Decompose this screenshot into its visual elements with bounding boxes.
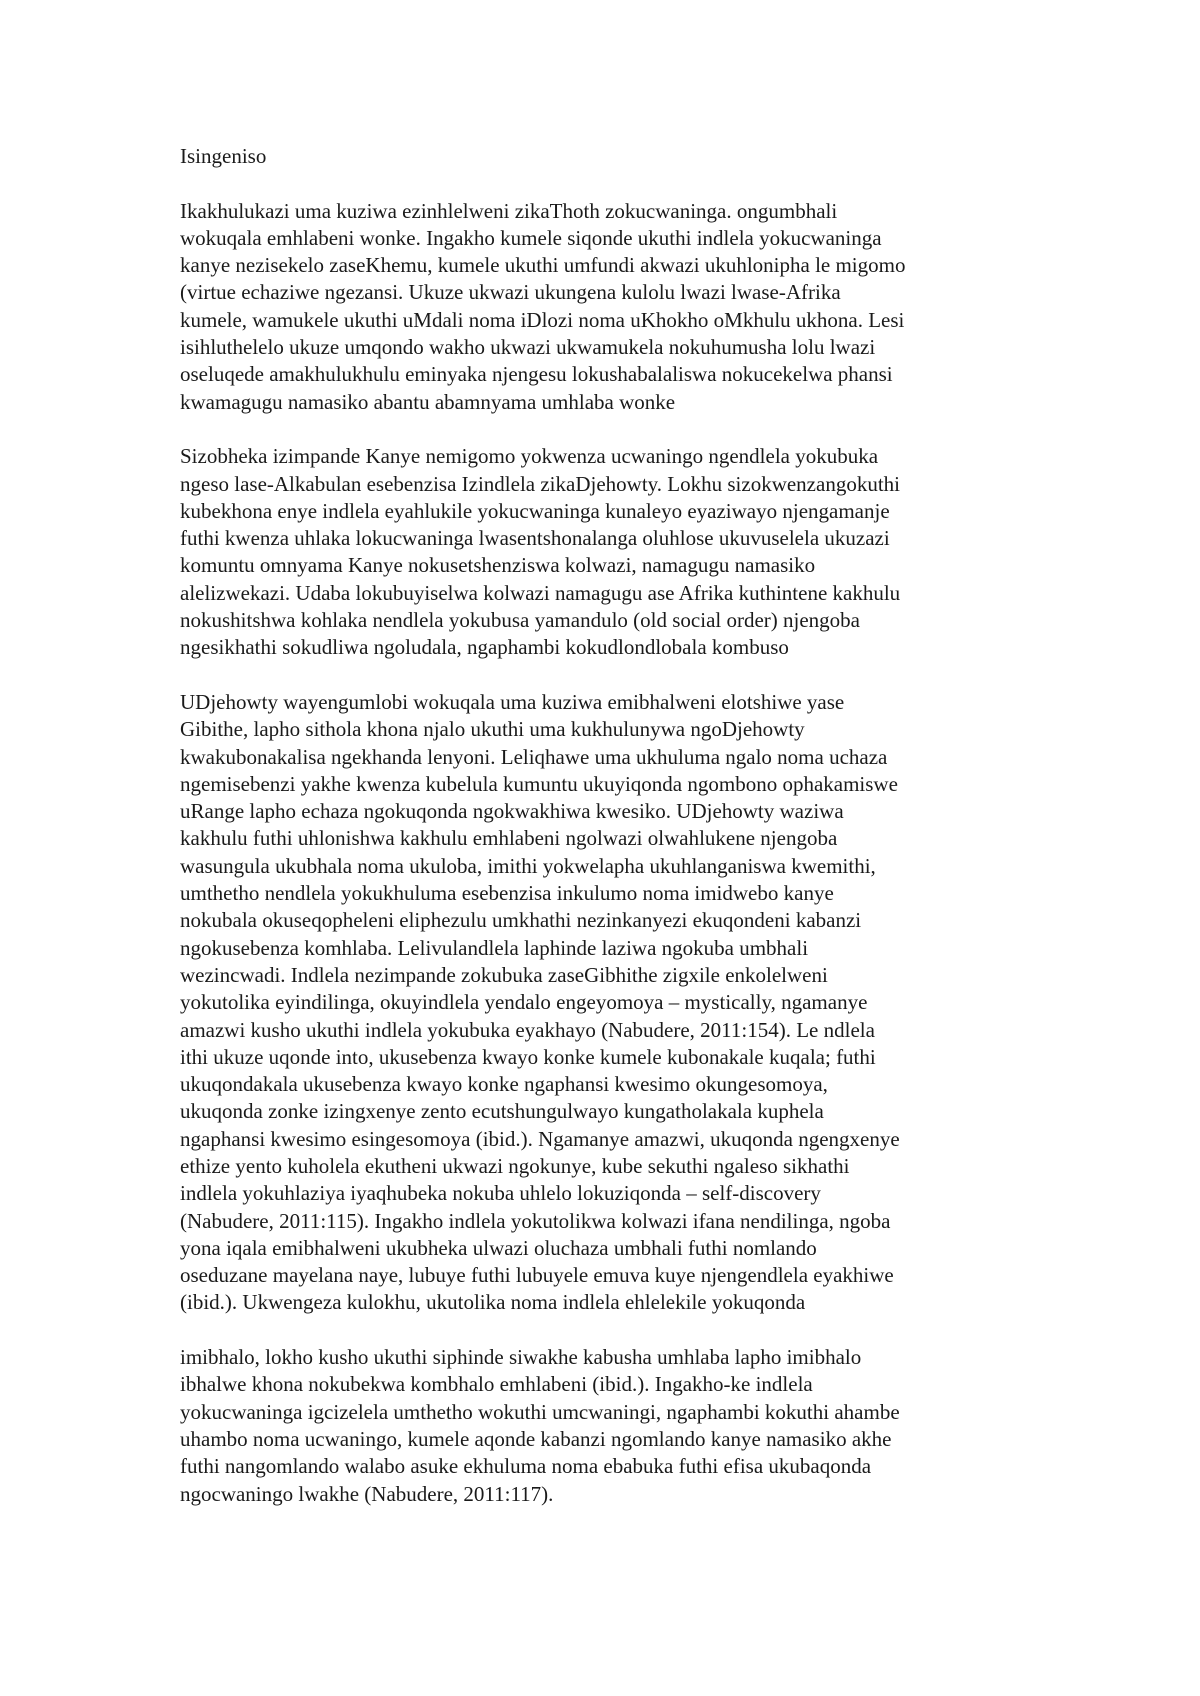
paragraph-3: UDjehowty wayengumlobi wokuqala uma kuziwa emibhalweni elotshiwe yase Gibithe, lapho sithola khona njalo ukuthi uma kukhulunywa ngoDjehowty kwakubonakalisa ngekhanda lenyoni. Leliqhawe uma ukhuluma ngalo noma uchaza ngemisebenzi yakhe kwenza kubelula kumuntu ukuyiqonda ngombono ophakamiswe uRange lapho echaza ngokuqonda ngokwakhiwa kwesiko. UDjehowty waziwa kakhulu futhi uhlonishwa kakhulu emhlabeni ngolwazi olwahlukene njengoba wasungula ukubhala noma ukuloba, imithi yokwelapha ukuhlanganiswa kwemithi, umthetho nendlela yokukhuluma esebenzisa inkulumo noma imidwebo kanye nokubala okuseqopheleni eliphezulu umkhathi nezinkanyezi ekuqondeni kabanzi ngokusebenza komhlaba. Lelivulandlela laphinde laziwa ngokuba umbhali wezincwadi. Indlela nezimpande zokubuka zaseGibhithe zigxile enkolelweni yokutolika eyindilinga, okuyindlela yendalo engeyomoya – mystically, ngamanye amazwi kusho ukuthi indlela yokubuka eyakhayo (Nabudere, 2011:154). Le ndlela ithi ukuze uqonde into, ukusebenza kwayo konke kumele kubonakale kuqala; futhi ukuqondakala ukusebenza kwayo konke ngaphansi kwesimo okungesomoya, ukuqonda zonke izingxenye zento ecutshungulwayo kungatholakala kuphela ngaphansi kwesimo esingesomoya (ibid.). Ngamanye amazwi, ukuqonda ngengxenye ethize yento kuholela ekutheni ukwazi ngokunye, kube sekuthi ngaleso sikhathi indlela yokuhlaziya iyaqhubeka nokuba uhlelo lokuziqonda – self-discovery (Nabudere, 2011:115). Ingakho indlela yokutolikwa kolwazi ifana nendilinga, ngoba yona iqala emibhalweni ukubheka ulwazi oluchaza umbhali futhi nomlando oseduzane mayelana naye, lubuye futhi lubuyele emuva kuye njengendlela eyakhiwe (ibid.). Ukwengeza kulokhu, ukutolika noma indlela ehlelekile yokuqonda xyxy=(180,689,900,1315)
document-page xyxy=(180,143,1040,1508)
document-heading: Isingeniso xyxy=(180,144,267,168)
paragraph-1: Ikakhulukazi uma kuziwa ezinhlelweni zikaThoth zokucwaninga. ongumbhali wokuqala emhlabeni wonke. Ingakho kumele siqonde ukuthi indlela yokucwaninga kanye nezisekelo zaseKhemu, kumele ukuthi umfundi akwazi ukuhlonipha le migomo (virtue echaziwe ngezansi. Ukuze ukwazi ukungena kulolu lwazi lwase-Afrika kumele, wamukele ukuthi uMdali noma iDlozi noma uKhokho oMkhulu ukhona. Lesi isihluthelelo ukuze umqondo wakho ukwazi ukwamukela nokuhumusha lolu lwazi oseluqede amakhulukhulu eminyaka njengesu lokushabalaliswa nokucekelwa phansi kwamagugu namasiko abantu abamnyama umhlaba wonke xyxy=(180,198,906,414)
paragraph-2: Sizobheka izimpande Kanye nemigomo yokwenza ucwaningo ngendlela yokubuka ngeso lase-Alkabulan esebenzisa Izindlela zikaDjehowty. Lokhu sizokwenzangokuthi kubekhona enye indlela eyahlukile yokucwaninga kunaleyo eyaziwayo njengamanje futhi kwenza uhlaka lokucwaninga lwasentshonalanga oluhlose ukuvuselela ukuzazi komuntu omnyama Kanye nokusetshenziswa kolwazi, namagugu namasiko alelizwekazi. Udaba lokubuyiselwa kolwazi namagugu ase Afrika kuthintene kakhulu nokushitshwa kohlaka nendlela yokubusa yamandulo (old social order) njengoba ngesikhathi sokudliwa ngoludala, ngaphambi kokudlondlobala kombuso xyxy=(180,444,901,660)
paragraph-4: imibhalo, lokho kusho ukuthi siphinde siwakhe kabusha umhlaba lapho imibhalo ibhalwe khona nokubekwa kombhalo emhlabeni (ibid.). Ingakho-ke indlela yokucwaninga igcizelela umthetho wokuthi umcwaningi, ngaphambi kokuthi ahambe uhambo noma ucwaningo, kumele aqonde kabanzi ngomlando kanye namasiko akhe futhi nangomlando walabo asuke ekhuluma noma ebabuka futhi efisa ukubaqonda ngocwaningo lwakhe (Nabudere, 2011:117). xyxy=(180,1345,900,1506)
